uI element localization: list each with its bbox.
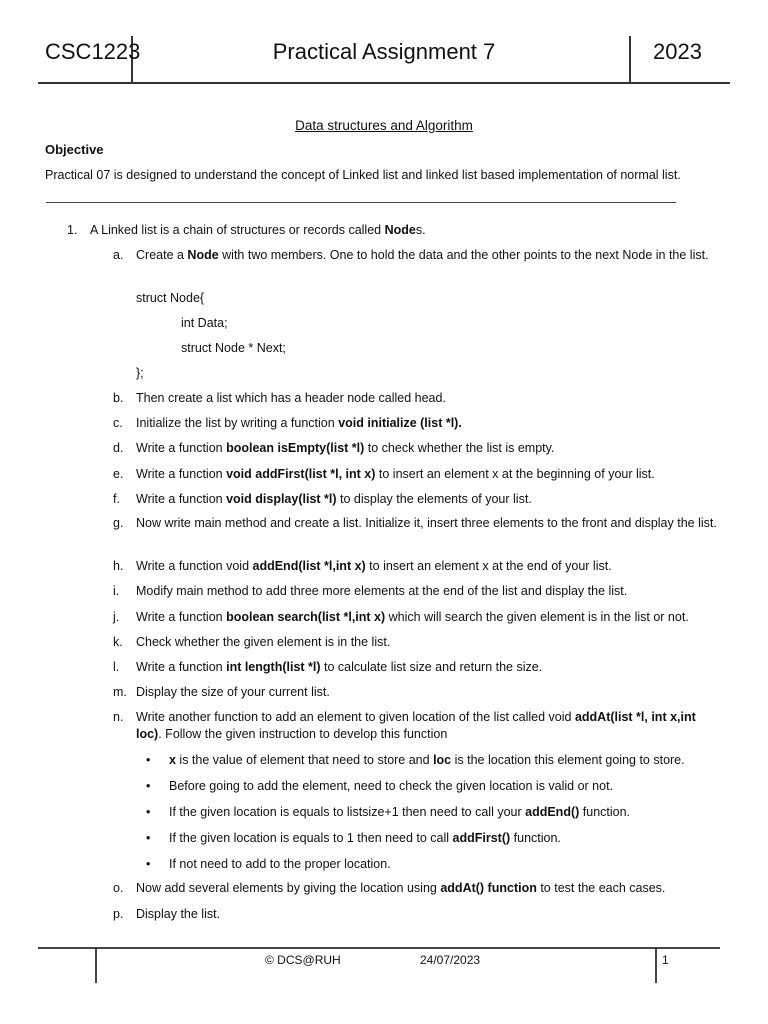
list-item-marker: d. (113, 441, 124, 455)
list-item-marker: f. (113, 492, 120, 506)
list-item-p: Display the list. (136, 907, 221, 921)
bullet-item: If the given location is equals to 1 then need to call addFirst() function. (169, 831, 561, 845)
list-item-o: Now add several elements by giving the location using addAt() function to test the each cases. (136, 881, 666, 895)
bullet-marker: • (146, 753, 151, 767)
list-item-c: Initialize the list by writing a function void initialize (list *l). (136, 416, 462, 430)
question-text: A Linked list is a chain of structures or records called Nodes. (90, 223, 426, 237)
page-title: Practical Assignment 7 (272, 39, 496, 64)
list-item-f: Write a function void display(list *l) to display the elements of your list. (136, 492, 532, 506)
list-item-marker: j. (113, 610, 120, 624)
list-item-d: Write a function boolean isEmpty(list *l) to check whether the list is empty. (136, 441, 555, 455)
list-item-m: Display the size of your current list. (136, 685, 330, 699)
list-item-b: Then create a list which has a header node called head. (136, 391, 446, 405)
list-item-marker: b. (113, 391, 124, 405)
bullet-item: If not need to add to the proper location. (169, 857, 391, 871)
list-item-marker: h. (113, 559, 124, 573)
list-item-marker: g. (113, 516, 124, 530)
bullet-marker: • (146, 831, 151, 845)
list-item-marker: k. (113, 635, 123, 649)
code-line: }; (136, 366, 144, 380)
footer-rule (38, 947, 720, 949)
list-item-e: Write a function void addFirst(list *l, int x) to insert an element x at the beginning of your list. (136, 467, 655, 481)
page-number: 1 (662, 953, 669, 967)
question-number: 1. (67, 223, 78, 237)
list-item-j: Write a function boolean search(list *l,int x) which will search the given element is in the list or not. (136, 610, 689, 624)
list-item-marker: n. (113, 710, 124, 724)
header-year: 2023 (653, 39, 702, 64)
code-line: struct Node * Next; (181, 341, 286, 355)
course-code: CSC1223 (45, 39, 141, 64)
objective-text: Practical 07 is designed to understand the concept of Linked list and linked list based implementation of normal list. (45, 168, 681, 182)
bullet-item: x is the value of element that need to store and loc is the location this element going to store. (169, 753, 685, 767)
bullet-item: Before going to add the element, need to check the given location is valid or not. (169, 779, 614, 793)
list-item-marker: o. (113, 881, 124, 895)
subject-title: Data structures and Algorithm (295, 118, 473, 133)
footer-divider-left (95, 949, 97, 983)
list-item-n: Write another function to add an element to given location of the list called void addAt(list *l, int x,int loc). Follow the given instruction to develop this function (136, 710, 696, 741)
list-item-marker: m. (113, 685, 127, 699)
list-item-marker: l. (113, 660, 120, 674)
list-item-l: Write a function int length(list *l) to calculate list size and return the size. (136, 660, 543, 674)
bullet-marker: • (146, 779, 151, 793)
list-item-k: Check whether the given element is in the list. (136, 635, 391, 649)
footer-copyright: © DCS@RUH (265, 953, 341, 967)
list-item-g: Now write main method and create a list. Initialize it, insert three elements to the front and display the list. (136, 516, 717, 530)
footer-divider-right (655, 949, 657, 983)
list-item-marker: e. (113, 467, 124, 481)
header-rule (38, 82, 730, 84)
list-item-marker: c. (113, 416, 123, 430)
bullet-marker: • (146, 857, 151, 871)
bullet-item: If the given location is equals to listsize+1 then need to call your addEnd() function. (169, 805, 631, 819)
list-item-i: Modify main method to add three more elements at the end of the list and display the list. (136, 584, 628, 598)
section-divider (46, 202, 676, 203)
objective-heading: Objective (45, 142, 104, 157)
footer-date: 24/07/2023 (420, 953, 481, 967)
list-item-h: Write a function void addEnd(list *l,int x) to insert an element x at the end of your list. (136, 559, 612, 573)
list-item-marker: p. (113, 907, 124, 921)
list-item-a: Create a Node with two members. One to hold the data and the other points to the next Node in the list. (136, 248, 709, 262)
bullet-marker: • (146, 805, 151, 819)
code-line: struct Node{ (136, 291, 205, 305)
list-item-marker: a. (113, 248, 124, 262)
list-item-marker: i. (113, 584, 120, 598)
code-line: int Data; (181, 316, 228, 330)
